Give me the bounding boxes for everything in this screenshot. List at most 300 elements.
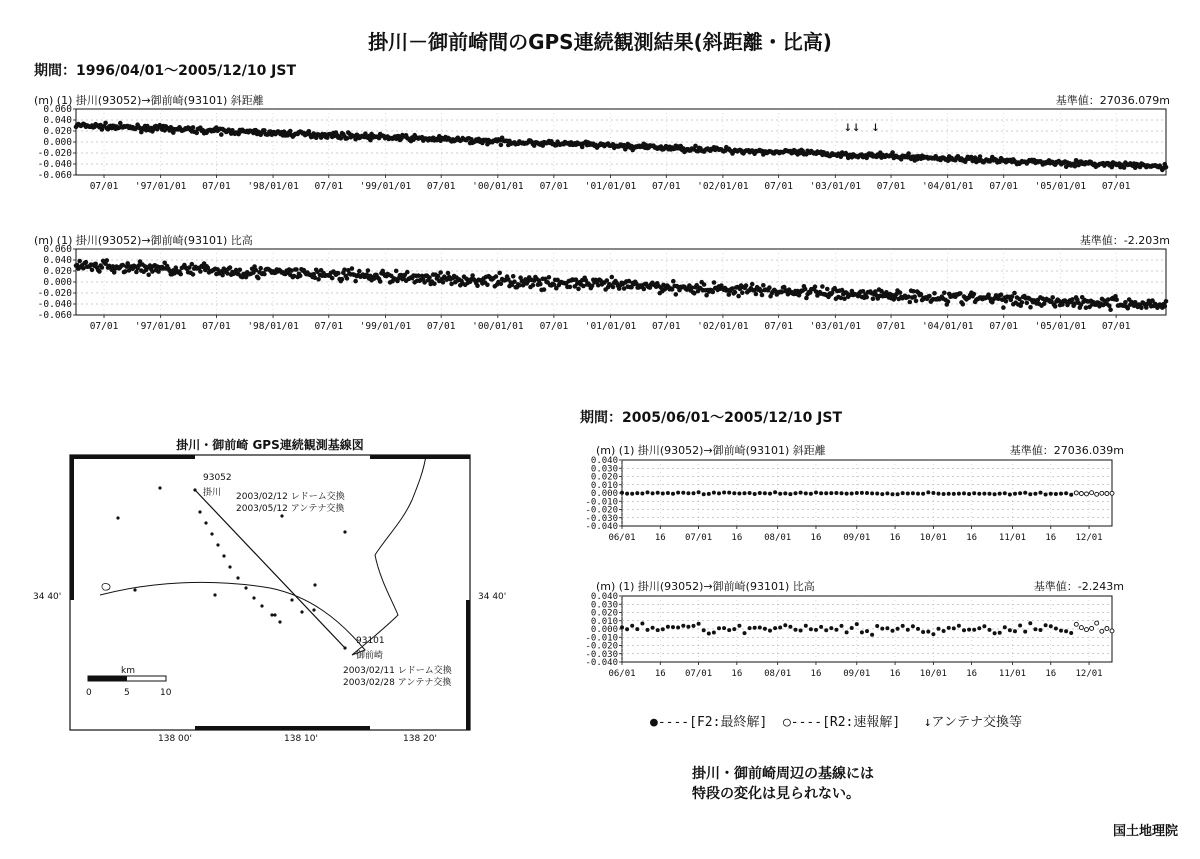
data-point [911,491,915,495]
data-point [932,291,937,296]
data-point [809,492,813,496]
x-tick-label: '98/01/01 [247,321,299,332]
x-tick-label: 07/01 [876,181,906,192]
data-point [1069,493,1073,497]
data-point [258,266,263,271]
station-dot [312,608,315,611]
legend-rapid-label: ----[R2:速報解] [790,715,901,730]
y-tick-label: 0.040 [590,456,618,466]
data-point [906,151,911,156]
data-point [625,627,629,631]
legend-antenna-label: アンテナ交換等 [931,715,1023,730]
data-point [298,274,303,279]
data-point [871,297,876,302]
data-point [891,492,895,496]
data-point [712,491,716,495]
data-point [972,491,976,495]
data-point [947,492,951,496]
data-point [219,132,224,137]
data-point [1013,492,1017,496]
x-tick-label: 06/01 [608,669,636,679]
data-point-rapid [1085,628,1089,632]
data-point [988,628,992,632]
data-point [993,631,997,635]
data-point [754,292,759,297]
data-point [850,626,854,630]
x-tick-label: 07/01 [314,181,344,192]
chart-label-short-distance: (m) (1) 掛川(93052)→御前崎(93101) 斜距離 [596,444,826,457]
data-point [294,267,299,272]
data-point-rapid [1074,491,1078,495]
antenna-change-arrow: ↓ [843,119,853,135]
data-point [1044,623,1048,627]
data-point [405,270,410,275]
y-tick-label: 0.040 [43,255,72,266]
data-point [630,624,634,628]
data-point [952,492,956,496]
data-point [666,625,670,629]
data-point-rapid [1110,491,1114,495]
y-tick-label: 0.020 [590,608,618,619]
data-point [727,628,731,632]
data-point [880,492,884,496]
data-point [1069,631,1073,635]
data-point [758,626,762,630]
data-point [1003,625,1007,629]
data-point [1039,491,1043,495]
station-b-event2: 2003/02/28 アンテナ交換 [343,678,452,688]
data-point [926,490,930,494]
chart-label-long-height: (m) (1) 掛川(93052)→御前崎(93101) 比高 [34,234,253,247]
x-tick-label: '01/01/01 [584,181,637,192]
y-tick-label: -0.020 [37,148,72,159]
data-point [947,626,951,630]
data-point-rapid [1100,629,1104,633]
data-point [1020,300,1025,305]
data-point [870,491,874,495]
data-point [1018,491,1022,495]
period-sub: 期間：2005/06/01～2005/12/10 JST [580,410,843,426]
data-point [692,624,696,628]
data-point [813,284,818,289]
data-point [146,273,151,278]
data-point [77,259,82,264]
station-dot [198,510,201,513]
data-point [875,492,879,496]
y-tick-label: -0.040 [585,658,618,668]
y-tick-label: 0.060 [43,245,72,255]
data-point [350,266,355,271]
data-point [972,292,977,297]
data-point [1008,493,1012,497]
data-point [686,491,690,495]
data-point [957,624,961,628]
data-point [763,491,767,495]
station-dot [252,596,255,599]
data-point [921,492,925,496]
lat-label-left: 34 40' [33,592,62,602]
data-point [1108,307,1113,312]
station-dot [133,588,136,591]
data-point [198,269,203,274]
data-point-rapid [1105,627,1109,631]
x-tick-label: '00/01/01 [472,321,524,332]
chart-short-height [560,592,1120,704]
data-point [768,629,772,633]
data-point [568,285,573,290]
map-title: 掛川・御前崎 GPS連続観測基線図 [176,438,364,452]
x-tick-label: 09/01 [843,669,871,679]
data-point [982,624,986,628]
data-point [646,490,650,494]
data-point [768,492,772,496]
data-point [860,491,864,495]
x-tick-label: '97/01/01 [134,321,187,332]
page-title: 掛川－御前崎間のGPS連続観測結果(斜距離・比高) [368,30,832,54]
station-dot [213,593,216,596]
data-point [1064,491,1068,495]
x-tick-label: 10/01 [919,669,947,679]
data-point [191,125,196,130]
station-dot [278,620,281,623]
data-point [1164,299,1169,304]
x-tick-label: '03/01/01 [809,321,862,332]
data-point [642,287,647,292]
antenna-change-arrow: ↓ [851,119,861,135]
data-point [378,279,383,284]
data-point-rapid [1074,622,1078,626]
data-point [538,282,543,287]
data-point [885,626,889,630]
data-point [656,491,660,495]
data-point [773,626,777,630]
data-point [908,300,913,305]
data-point [1033,492,1037,496]
data-point [707,632,711,636]
station-dot [280,514,283,517]
data-point [345,276,350,281]
x-tick-label: 11/01 [998,533,1027,543]
y-tick-label: 0.010 [590,616,618,627]
data-point [316,277,321,282]
y-tick-label: 0.020 [590,472,618,483]
summary-note-line2: 特段の変化は見られない。 [692,786,860,802]
data-point [778,626,782,630]
y-tick-label: 0.030 [590,600,618,611]
data-point [926,630,930,634]
station-a-event2: 2003/05/12 アンテナ交換 [236,504,345,514]
data-point [891,629,895,633]
data-point [686,625,690,629]
x-tick-label: '01/01/01 [584,321,637,332]
data-point [1059,629,1063,633]
data-point [967,492,971,496]
data-point [620,625,624,629]
data-point-rapid [1105,492,1109,496]
data-point [916,492,920,496]
y-tick-label: 0.000 [590,489,618,499]
chart-long-height [30,245,1170,333]
data-point [497,271,502,276]
x-tick-label: 16 [654,669,666,679]
data-point [850,492,854,496]
antenna-change-arrow: ↓ [871,119,880,135]
data-point [824,628,828,632]
data-point [967,628,971,632]
data-point [1008,628,1012,632]
y-tick-label: 0.060 [43,105,72,115]
data-point [829,626,833,630]
data-point [1044,493,1048,497]
data-point [829,491,833,495]
data-point [394,269,399,274]
data-point [610,275,615,280]
scale-unit: km [121,666,135,676]
data-point [366,268,371,273]
data-point [697,622,701,626]
lon-label-2: 138 10' [284,734,318,744]
data-point [1018,624,1022,628]
station-b-name: 御前崎 [356,651,384,661]
data-point [1164,165,1169,170]
data-point-rapid [1110,629,1114,633]
data-point [998,492,1002,496]
data-point [531,283,536,288]
data-point [845,630,849,634]
data-point [834,491,838,495]
data-point [1012,291,1017,296]
data-point [1003,491,1007,495]
data-point [103,121,108,126]
data-point [620,491,624,495]
data-point-rapid [1090,491,1094,495]
summary-note-line1: 掛川・御前崎周辺の基線には [692,766,874,782]
data-point [820,284,825,289]
station-dot [204,521,207,524]
data-point [1050,295,1055,300]
y-tick-label: -0.060 [37,170,72,181]
data-point [740,290,745,295]
data-point [256,276,261,281]
data-point [1054,492,1058,496]
data-point [957,492,961,496]
data-point [855,622,859,626]
data-point [576,287,581,292]
data-point [875,624,879,628]
station-dot [193,488,196,491]
data-point [542,287,547,292]
data-point [788,492,792,496]
data-point [898,290,903,295]
chart-reference-short-height: 基準値：-2.243m [1033,580,1124,593]
data-point [804,624,808,628]
x-tick-label: 07/01 [314,321,344,332]
data-point [737,492,741,496]
data-point [681,624,685,628]
data-point [840,624,844,628]
x-tick-label: 07/01 [651,321,681,332]
data-point [860,630,864,634]
data-point [640,492,644,496]
data-point [228,265,233,270]
data-point [912,294,917,299]
y-tick-label: -0.060 [37,310,72,321]
data-point [262,272,267,277]
x-tick-label: '04/01/01 [921,321,974,332]
data-point [901,491,905,495]
data-point [485,283,490,288]
y-tick-label: -0.020 [585,505,618,516]
data-point [1107,303,1112,308]
y-tick-label: 0.040 [43,115,72,126]
data-point [1053,304,1058,309]
legend-rapid-marker: ○ [782,715,791,730]
station-dot [236,576,239,579]
data-point [702,628,706,632]
x-tick-label: '02/01/01 [697,321,749,332]
x-tick-label: 07/01 [539,181,569,192]
x-tick-label: 07/01 [89,181,119,192]
data-point [1049,492,1053,496]
y-tick-label: 0.000 [43,137,72,148]
data-point [1025,301,1030,306]
data-point [937,627,941,631]
data-point [697,490,701,494]
data-point [788,625,792,629]
data-point [961,302,966,307]
data-point [1013,629,1017,633]
data-point [778,492,782,496]
data-point [845,492,849,496]
data-point [758,491,762,495]
data-point [635,491,639,495]
data-point [512,279,517,284]
y-tick-label: -0.010 [585,497,618,508]
data-point [656,628,660,632]
x-tick-label: 07/01 [764,321,793,332]
data-point [906,492,910,496]
data-point [1139,306,1144,311]
x-tick-label: 07/01 [989,321,1019,332]
data-point-rapid [1095,621,1099,625]
y-tick-label: 0.040 [590,592,618,602]
data-point [1064,629,1068,633]
data-point [84,260,89,265]
data-point [972,628,976,632]
data-point [946,299,951,304]
x-tick-label: 16 [889,669,901,679]
data-point [676,491,680,495]
chart-reference-long-height: 基準値：-2.203m [1079,234,1170,247]
data-point [194,131,199,136]
station-dot [343,646,346,649]
data-series [74,121,1169,173]
data-point [357,269,362,274]
data-point [727,491,731,495]
scale-tick-10: 10 [160,688,172,698]
data-point [112,270,117,275]
legend-final-marker: ● [650,715,658,730]
data-point [438,270,443,275]
data-point [803,287,808,292]
data-point [732,491,736,495]
station-b-code: 93101 [356,636,385,646]
y-tick-label: -0.040 [585,522,618,532]
data-point [511,274,516,279]
data-point [763,627,767,631]
station-dot [300,610,303,613]
lat-label-right: 34 40' [478,592,507,602]
data-point [611,285,616,290]
y-tick-label: 0.020 [43,266,72,277]
data-point [732,627,736,631]
data-point [840,491,844,495]
scale-bar [88,676,166,681]
data-point [717,626,721,630]
data-point [809,627,813,631]
data-point [470,273,475,278]
legend-final-label: ----[F2:最終解] [657,715,768,730]
x-tick-label: 07/01 [426,181,456,192]
data-point [97,269,102,274]
data-point [432,281,437,286]
data-point [814,491,818,495]
data-point-rapid [1090,626,1094,630]
data-point [814,628,818,632]
x-tick-label: 16 [889,533,901,543]
data-point [646,628,650,632]
data-point [733,290,738,295]
data-point [288,129,293,134]
data-point [722,491,726,495]
data-point [676,626,680,630]
data-point [865,491,869,495]
y-tick-label: -0.020 [585,641,618,652]
data-point [494,274,499,279]
station-dot [343,530,346,533]
x-tick-label: 07/01 [989,181,1019,192]
organization-name: 国土地理院 [1112,824,1178,839]
data-point [1033,627,1037,631]
data-point [661,627,665,631]
x-tick-label: '03/01/01 [809,181,862,192]
scale-tick-0: 0 [86,688,92,698]
data-point [993,492,997,496]
station-dot [158,486,161,489]
data-point [931,491,935,495]
data-point [906,628,910,632]
station-a-event1: 2003/02/12 レドーム交換 [236,492,345,502]
data-point [998,631,1002,635]
data-point [804,491,808,495]
data-point [722,626,726,630]
station-a-code: 93052 [203,473,232,483]
station-dot [210,532,213,535]
data-point [799,491,803,495]
data-point [681,491,685,495]
x-tick-label: 07/01 [89,321,119,332]
station-dot [216,543,219,546]
data-point [702,282,707,287]
x-tick-label: '98/01/01 [247,181,299,192]
data-point [1039,628,1043,632]
data-point [794,628,798,632]
data-point [330,276,335,281]
data-point [773,490,777,494]
x-tick-label: 07/01 [685,533,713,543]
data-point [865,629,869,633]
x-tick-label: 16 [966,669,978,679]
